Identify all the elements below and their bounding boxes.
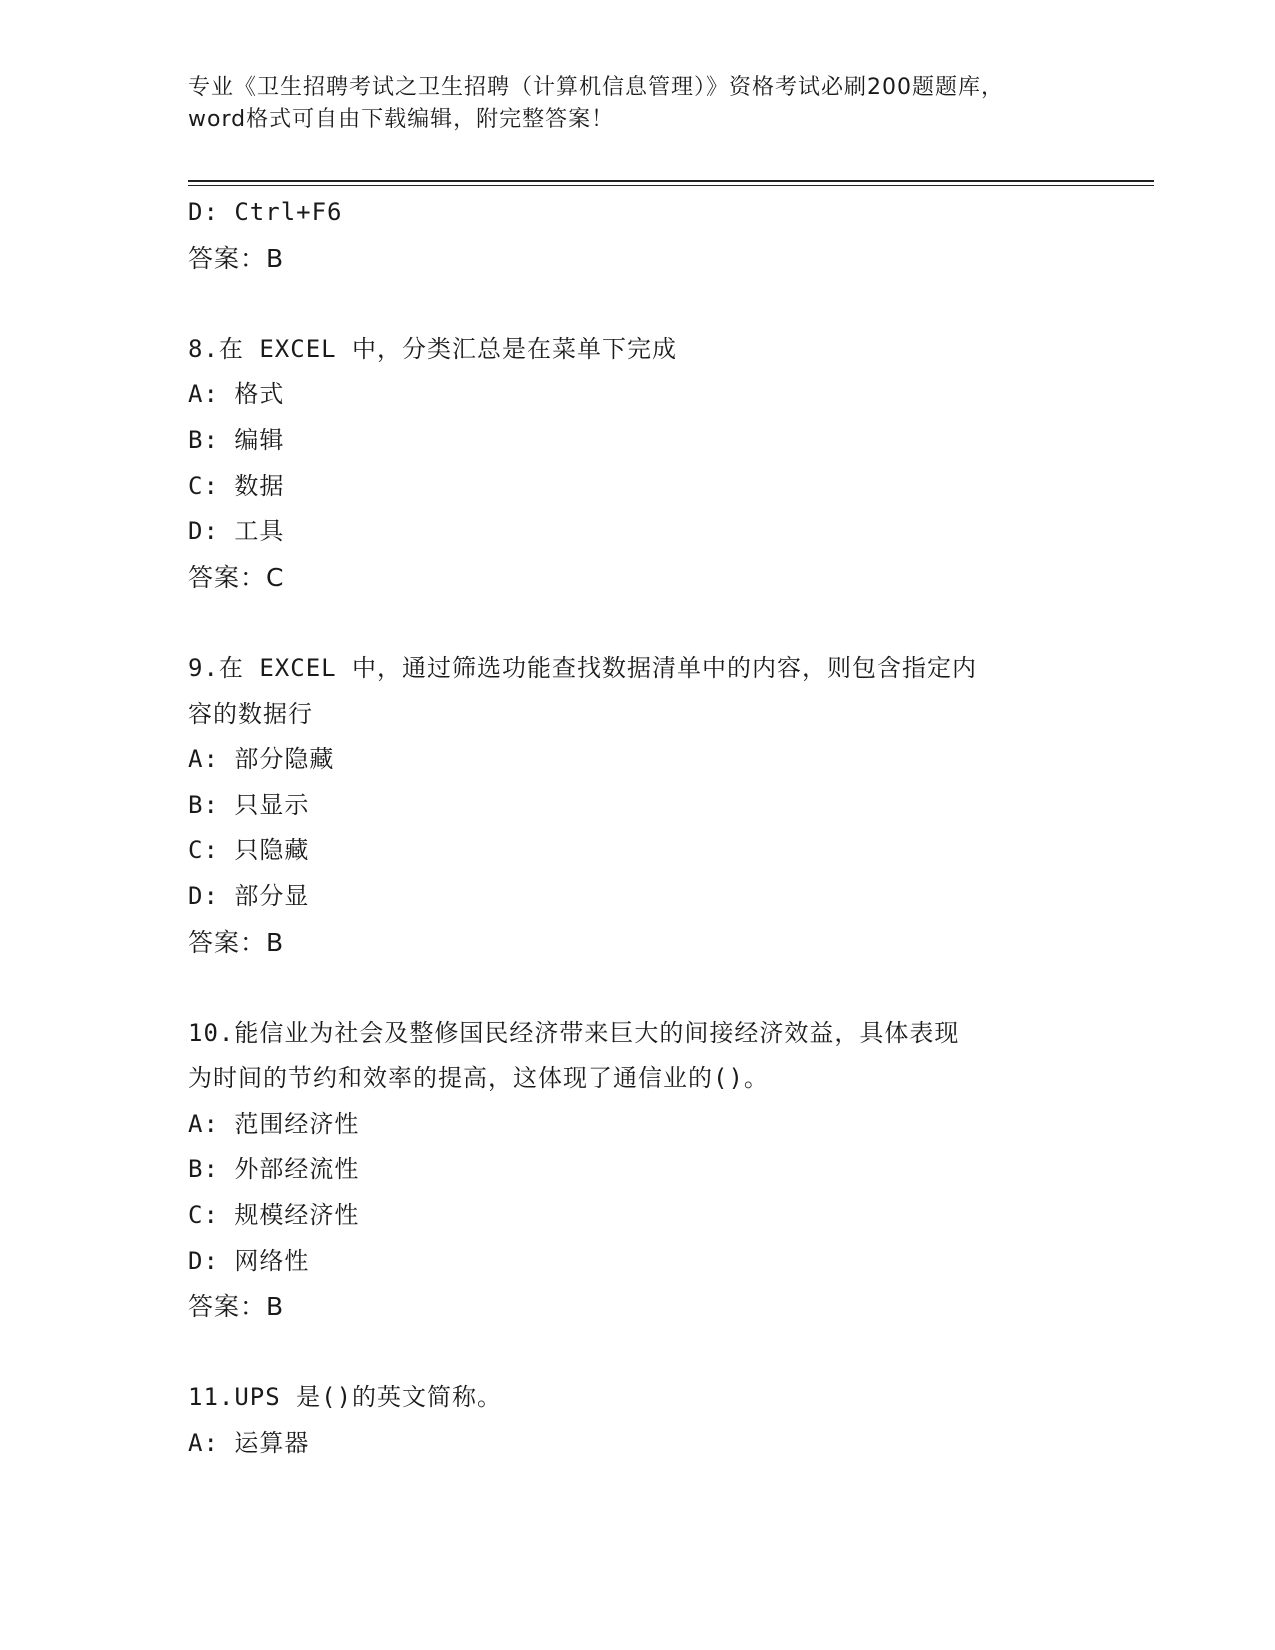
- header-line-2: word格式可自由下载编辑，附完整答案！: [188, 107, 615, 132]
- document-header: [188, 72, 1108, 136]
- option-a: A: 格式: [188, 380, 285, 409]
- header-divider-top: [188, 180, 1154, 182]
- answer-line: 答案：B: [188, 243, 285, 273]
- option-b: B: 外部经流性: [188, 1155, 360, 1184]
- header-divider-bottom: [188, 185, 1154, 186]
- option-d: D: 工具: [188, 517, 285, 546]
- option-c: C: 数据: [188, 471, 285, 500]
- answer-line: 答案：B: [188, 1292, 285, 1322]
- option-a: A: 部分隐藏: [188, 745, 335, 774]
- question-list: [188, 190, 1088, 1467]
- option-b: B: 只显示: [188, 790, 310, 819]
- header-line-1: 专业《卫生招聘考试之卫生招聘（计算机信息管理）》资格考试必刷200题题库，: [188, 75, 1004, 100]
- question-stem: 9.在 EXCEL 中，通过筛选功能查找数据清单中的内容，则包含指定内: [188, 653, 978, 682]
- question-8: [188, 327, 1088, 601]
- question-stem-cont: 容的数据行: [188, 699, 313, 728]
- question-stem: 11.UPS 是()的英文简称。: [188, 1383, 503, 1412]
- option-a: A: 运算器: [188, 1429, 310, 1458]
- answer-line: 答案：C: [188, 562, 285, 592]
- option-d: D: 网络性: [188, 1246, 310, 1275]
- spacer: [188, 281, 1088, 327]
- spacer: [188, 1330, 1088, 1376]
- option-c: C: 规模经济性: [188, 1201, 360, 1230]
- question-stem-cont: 为时间的节约和效率的提高，这体现了通信业的()。: [188, 1064, 769, 1093]
- option-a: A: 范围经济性: [188, 1109, 360, 1138]
- question-stem: 8.在 EXCEL 中，分类汇总是在菜单下完成: [188, 334, 678, 363]
- spacer: [188, 600, 1088, 646]
- question-11: [188, 1375, 1088, 1466]
- option-b: B: 编辑: [188, 425, 285, 454]
- question-stem: 10.能信业为社会及整修国民经济带来巨大的间接经济效益，具体表现: [188, 1018, 960, 1047]
- option-d: D: Ctrl+F6: [188, 198, 343, 226]
- answer-line: 答案：B: [188, 927, 285, 957]
- option-c: C: 只隐藏: [188, 836, 310, 865]
- question-10: [188, 1011, 1088, 1330]
- question-9: [188, 646, 1088, 965]
- option-d: D: 部分显: [188, 881, 310, 910]
- spacer: [188, 965, 1088, 1011]
